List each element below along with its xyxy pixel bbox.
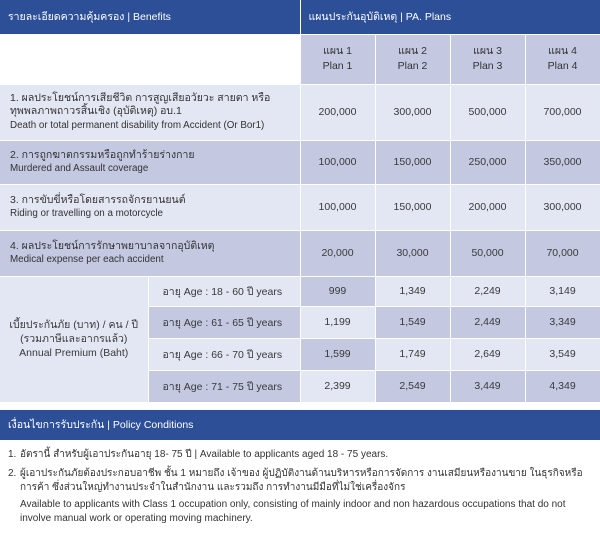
plan-4-en: Plan 4 [547,60,578,72]
benefit-value: 300,000 [525,184,600,230]
benefit-th: 1. ผลประโยชน์การเสียชีวิต การสูญเสียอวัยวะ สายตา หรือทุพพลภาพถาวรสิ้นเชิง (อุบัติเหตุ) อบ.1 [10,91,271,118]
premium-value: 999 [300,276,375,306]
premium-value: 3,149 [525,276,600,306]
benefit-label [0,184,300,230]
plan-2-th: แผน 2 [398,45,427,57]
premium-value: 1,749 [375,338,450,370]
premium-value: 1,349 [375,276,450,306]
benefit-row [0,230,600,276]
benefit-value: 500,000 [450,84,525,140]
blank-header-cell [0,34,300,84]
plan-4-header [525,34,600,84]
benefit-value: 250,000 [450,140,525,184]
benefit-value: 350,000 [525,140,600,184]
policy-item [8,448,592,463]
benefit-en: Death or total permanent disability from Accident (Or Bor1) [10,119,265,131]
premium-value: 2,449 [450,306,525,338]
age-range: อายุ Age : 18 - 60 ปี years [148,276,300,306]
benefit-label [0,84,300,140]
plan-3-header [450,34,525,84]
premium-th-line2: (รวมภาษีและอากรแล้ว) [20,333,128,345]
benefit-th: 3. การขับขี่หรือโดยสารรถจักรยานยนต์ [10,193,186,206]
premium-value: 2,249 [450,276,525,306]
age-range: อายุ Age : 61 - 65 ปี years [148,306,300,338]
plan-4-th: แผน 4 [548,45,577,57]
plan-2-header [375,34,450,84]
premium-en: Annual Premium (Baht) [19,347,129,359]
benefit-value: 100,000 [300,184,375,230]
premium-value: 2,399 [300,370,375,402]
benefit-value: 70,000 [525,230,600,276]
benefit-th: 4. ผลประโยชน์การรักษาพยาบาลจากอุบัติเหตุ [10,239,215,252]
premium-th-line1: เบี้ยประกันภัย (บาท) / คน / ปี [9,319,139,331]
plan-3-th: แผน 3 [473,45,502,57]
age-range: อายุ Age : 66 - 70 ปี years [148,338,300,370]
benefit-th: 2. การถูกฆาตกรรมหรือถูกทำร้ายร่างกาย [10,148,195,161]
premium-value: 2,549 [375,370,450,402]
benefit-label [0,230,300,276]
policy-item-number: 2. [8,467,17,479]
plan-1-header [300,34,375,84]
policy-item-number: 1. [8,449,17,460]
premium-label [0,276,148,402]
benefit-value: 150,000 [375,184,450,230]
policy-item-text: อัตรานี้ สำหรับผู้เอาประกันอายุ 18- 75 ปี | Available to applicants aged 18 - 75 years. [20,449,389,460]
plan-2-en: Plan 2 [397,60,428,72]
benefit-value: 700,000 [525,84,600,140]
benefits-header-title: รายละเอียดความคุ้มครอง | Benefits [0,0,300,34]
benefit-row [0,84,600,140]
premium-value: 1,599 [300,338,375,370]
premium-value: 3,349 [525,306,600,338]
benefit-value: 20,000 [300,230,375,276]
plan-1-en: Plan 1 [322,60,353,72]
plan-1-th: แผน 1 [323,45,352,57]
policy-note: Available to applicants with Class 1 occupation only, consisting of mainly indoor and non hazardous occupations that do not involve manual work or operating moving machinery. [20,498,566,524]
premium-value: 3,549 [525,338,600,370]
benefit-row [0,140,600,184]
plans-header-title: แผนประกันอุบัติเหตุ | PA. Plans [300,0,600,34]
benefit-value: 300,000 [375,84,450,140]
benefit-en: Medical expense per each accident [10,254,164,265]
benefit-value: 200,000 [450,184,525,230]
policy-item [8,467,592,496]
benefit-en: Murdered and Assault coverage [10,163,149,174]
premium-value: 1,549 [375,306,450,338]
premium-value: 4,349 [525,370,600,402]
policy-conditions-header: เงื่อนไขการรับประกัน | Policy Conditions [0,410,600,440]
policy-item-text: ผู้เอาประกันภัยต้องประกอบอาชีพ ชั้น 1 หมายถึง เจ้าของ ผู้ปฏิบัติงานด้านบริหารหรือการจัดการ งานเสมียนหรืองานขาย ในธุรกิจหรือการค้า ซึ่งส่วนใหญ่ทำงานประจำในสำนักงาน และรวมถึง การทำงานมีมือที่ไม่ใช่เครื่องจักร [20,467,583,493]
premium-value: 1,199 [300,306,375,338]
benefit-en: Riding or travelling on a motorcycle [10,208,164,219]
benefit-value: 150,000 [375,140,450,184]
benefit-label [0,140,300,184]
premium-row [0,276,600,306]
benefit-value: 50,000 [450,230,525,276]
benefit-row [0,184,600,230]
premium-value: 2,649 [450,338,525,370]
age-range: อายุ Age : 71 - 75 ปี years [148,370,300,402]
benefit-value: 30,000 [375,230,450,276]
premium-value: 3,449 [450,370,525,402]
plan-3-en: Plan 3 [472,60,503,72]
benefit-value: 200,000 [300,84,375,140]
policy-conditions [8,448,592,527]
benefit-value: 100,000 [300,140,375,184]
